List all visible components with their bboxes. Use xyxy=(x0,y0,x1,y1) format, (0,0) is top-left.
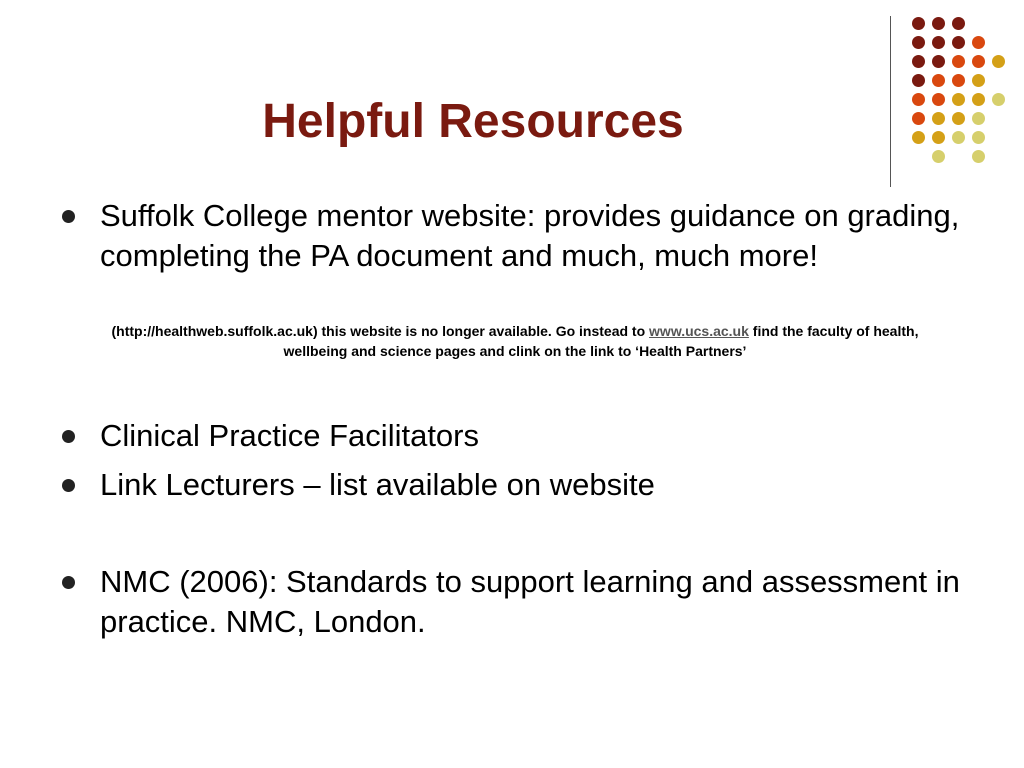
bullet-dot-icon xyxy=(62,430,75,443)
decorative-dot xyxy=(912,17,925,30)
decorative-dot xyxy=(972,131,985,144)
decorative-dot xyxy=(992,93,1005,106)
decorative-dot xyxy=(932,55,945,68)
decorative-dot xyxy=(952,36,965,49)
bullet-dot-icon xyxy=(62,479,75,492)
decorative-dot xyxy=(972,93,985,106)
decorative-dot xyxy=(972,36,985,49)
decorative-dot xyxy=(932,36,945,49)
decorative-dot xyxy=(912,55,925,68)
ucs-link[interactable]: www.ucs.ac.uk xyxy=(649,323,749,339)
decorative-dot xyxy=(952,55,965,68)
website-note xyxy=(80,321,950,361)
decorative-dot xyxy=(952,17,965,30)
decorative-dot xyxy=(972,55,985,68)
decorative-dot xyxy=(912,74,925,87)
decorative-dot xyxy=(972,112,985,125)
divider-line xyxy=(890,16,891,187)
decorative-dot xyxy=(972,150,985,163)
bullet-item-mentor-website xyxy=(62,196,962,276)
decorative-dot xyxy=(912,36,925,49)
note-text-before: (http://healthweb.suffolk.ac.uk) this website is no longer available. Go instead to xyxy=(111,323,650,339)
decorative-dot xyxy=(952,112,965,125)
decorative-dot xyxy=(952,74,965,87)
note-text-after: find the faculty of health, wellbeing and science pages and clink on the link to ‘Health Partners’ xyxy=(283,323,919,359)
decorative-dot xyxy=(952,131,965,144)
bullet-dot-icon xyxy=(62,210,75,223)
bullet-item-clinical-facilitators xyxy=(62,416,962,456)
bullet-text: Suffolk College mentor website: provides guidance on grading, completing the PA document and much, much more! xyxy=(100,198,960,273)
decorative-dot xyxy=(932,17,945,30)
decorative-dot xyxy=(992,55,1005,68)
bullet-text: NMC (2006): Standards to support learning and assessment in practice. NMC, London. xyxy=(100,564,960,639)
bullet-text: Link Lecturers – list available on website xyxy=(100,467,655,502)
bullet-item-link-lecturers xyxy=(62,465,962,505)
decorative-dot xyxy=(932,74,945,87)
bullet-dot-icon xyxy=(62,576,75,589)
bullet-item-nmc-reference xyxy=(62,562,962,642)
decorative-dot xyxy=(972,74,985,87)
bullet-text: Clinical Practice Facilitators xyxy=(100,418,479,453)
decorative-dot xyxy=(952,93,965,106)
slide-title: Helpful Resources xyxy=(262,95,684,148)
